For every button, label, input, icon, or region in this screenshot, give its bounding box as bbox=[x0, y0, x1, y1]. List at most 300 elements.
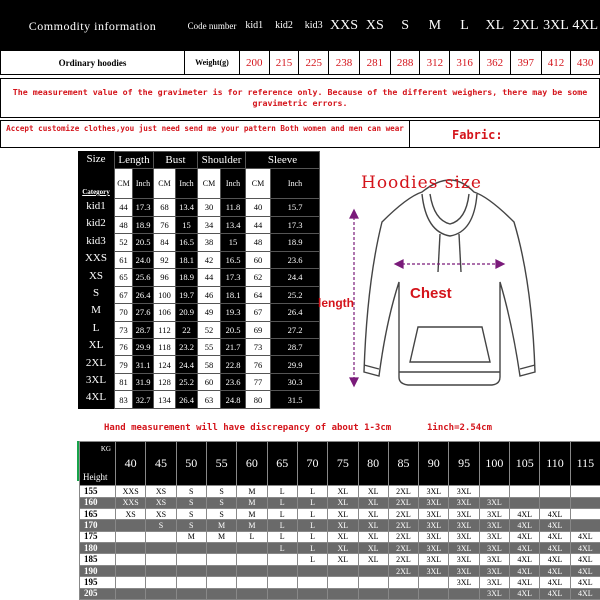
fit-size-cell bbox=[116, 588, 146, 599]
cm-header: CM bbox=[115, 169, 133, 199]
height-cell: 175 bbox=[80, 531, 116, 542]
hoodie-diagram bbox=[322, 172, 598, 406]
fit-size-cell: 2XL bbox=[388, 531, 418, 542]
measurement-cell: 11.8 bbox=[221, 199, 246, 216]
weight-kg-header: 75 bbox=[328, 442, 358, 486]
hoodie-illustration bbox=[322, 172, 598, 406]
weight-value: 238 bbox=[329, 51, 360, 75]
fit-size-cell bbox=[540, 497, 570, 508]
size-row-label: S bbox=[92, 286, 100, 299]
measurement-cell: 17.3 bbox=[133, 199, 154, 216]
fit-size-cell: 3XL bbox=[449, 509, 479, 520]
measurement-cell: 20.5 bbox=[133, 234, 154, 251]
fit-size-cell: L bbox=[267, 497, 297, 508]
weight-kg-header: 80 bbox=[358, 442, 388, 486]
measurement-row bbox=[79, 338, 320, 355]
measurement-cell: 76 bbox=[154, 216, 176, 233]
fit-size-cell: 4XL bbox=[510, 509, 540, 520]
measurement-cell: 28.7 bbox=[133, 321, 154, 338]
measurement-cell: 96 bbox=[154, 269, 176, 286]
measurement-cell: 83 bbox=[115, 391, 133, 409]
measurement-cell: 30 bbox=[198, 199, 221, 216]
fit-size-cell: L bbox=[267, 531, 297, 542]
fit-size-cell: S bbox=[206, 509, 236, 520]
measurement-cell: 70 bbox=[115, 304, 133, 321]
fit-size-cell bbox=[388, 577, 418, 588]
measurement-cell: 17.3 bbox=[221, 269, 246, 286]
fit-size-cell bbox=[297, 588, 327, 599]
fit-size-cell: XS bbox=[146, 486, 176, 497]
height-cell: 195 bbox=[80, 577, 116, 588]
fit-size-cell: XS bbox=[146, 509, 176, 520]
measurement-cell: 18.1 bbox=[176, 251, 198, 268]
measurement-cell: 69 bbox=[246, 321, 271, 338]
fit-size-cell bbox=[176, 554, 206, 565]
measurement-row bbox=[79, 216, 320, 233]
fit-size-cell: XL bbox=[328, 509, 358, 520]
weight-kg-header: 105 bbox=[510, 442, 540, 486]
size-header: kid2 bbox=[269, 1, 299, 51]
hoodie-size-title: Hoodies size bbox=[361, 173, 482, 193]
fit-size-cell bbox=[358, 565, 388, 576]
measurement-row bbox=[79, 199, 320, 216]
fit-size-cell: XS bbox=[146, 497, 176, 508]
fit-size-cell: M bbox=[237, 486, 267, 497]
weight-value: 412 bbox=[541, 51, 571, 75]
measurement-cell: 64 bbox=[246, 286, 271, 303]
fit-size-cell bbox=[146, 543, 176, 554]
fit-row bbox=[80, 543, 600, 554]
measurement-cell: 22 bbox=[176, 321, 198, 338]
fit-size-cell: 3XL bbox=[419, 497, 449, 508]
size-header: 3XL bbox=[541, 1, 571, 51]
measurement-cell: 18.1 bbox=[221, 286, 246, 303]
measurement-cell: 23.6 bbox=[271, 251, 320, 268]
fit-size-cell: 3XL bbox=[479, 520, 509, 531]
measurement-cell: 15 bbox=[221, 234, 246, 251]
measurement-cell: 31.9 bbox=[133, 373, 154, 390]
fit-size-cell: 3XL bbox=[419, 565, 449, 576]
fit-size-cell: XXS bbox=[116, 486, 146, 497]
fit-size-cell: 3XL bbox=[449, 565, 479, 576]
fit-size-cell: S bbox=[176, 520, 206, 531]
measurement-cell: 24.4 bbox=[176, 356, 198, 373]
size-row-label: kid1 bbox=[86, 200, 106, 212]
measurement-cell: 106 bbox=[154, 304, 176, 321]
fit-size-cell bbox=[146, 588, 176, 599]
fit-size-cell bbox=[206, 543, 236, 554]
fit-size-cell: 3XL bbox=[479, 588, 509, 599]
fit-size-cell: 3XL bbox=[419, 520, 449, 531]
fit-size-cell bbox=[570, 520, 600, 531]
fit-size-cell: 4XL bbox=[570, 565, 600, 576]
fit-size-cell: 4XL bbox=[540, 543, 570, 554]
weight-kg-header: 65 bbox=[267, 442, 297, 486]
fit-size-cell: XL bbox=[358, 520, 388, 531]
fit-size-cell: 2XL bbox=[388, 543, 418, 554]
fit-row bbox=[80, 588, 600, 599]
gravimeter-note: The measurement value of the gravimeter is for reference only. Because of the different weighers, there may be some gravimetric errors. bbox=[0, 78, 600, 118]
measurement-cell: 48 bbox=[246, 234, 271, 251]
measurement-cell: 27.6 bbox=[133, 304, 154, 321]
fit-size-cell bbox=[116, 577, 146, 588]
fit-size-cell: 3XL bbox=[449, 543, 479, 554]
measurement-cell: 32.7 bbox=[133, 391, 154, 409]
fit-size-cell: L bbox=[267, 543, 297, 554]
weight-value: 312 bbox=[420, 51, 450, 75]
measurement-cell: 15 bbox=[176, 216, 198, 233]
measurement-cell: 18.9 bbox=[271, 234, 320, 251]
inch-conversion-text: 1inch=2.54cm bbox=[427, 423, 493, 433]
fit-size-cell bbox=[116, 520, 146, 531]
measurement-cell: 84 bbox=[154, 234, 176, 251]
weight-value: 200 bbox=[239, 51, 269, 75]
fit-size-cell bbox=[479, 486, 509, 497]
fit-size-cell bbox=[419, 588, 449, 599]
measurement-cell: 31.5 bbox=[271, 391, 320, 409]
size-row-label: kid3 bbox=[86, 234, 106, 247]
weight-value: 281 bbox=[359, 51, 390, 75]
height-cell: 155 bbox=[80, 486, 116, 497]
fit-size-cell: M bbox=[237, 497, 267, 508]
measurement-cell: 25.6 bbox=[133, 269, 154, 286]
measurement-row bbox=[79, 373, 320, 390]
size-row-label: 3XL bbox=[85, 373, 107, 386]
measurement-cell: 26.4 bbox=[176, 391, 198, 409]
measurement-cell: 26.4 bbox=[271, 304, 320, 321]
height-cell: 190 bbox=[80, 565, 116, 576]
inch-header: Inch bbox=[176, 169, 198, 199]
fit-size-cell bbox=[358, 588, 388, 599]
fit-size-cell bbox=[570, 486, 600, 497]
measurement-cell: 58 bbox=[198, 356, 221, 373]
measurement-cell: 52 bbox=[115, 234, 133, 251]
category-label: Category bbox=[82, 188, 110, 196]
fit-size-cell: L bbox=[297, 554, 327, 565]
fit-size-cell: 2XL bbox=[388, 509, 418, 520]
fit-size-cell: 4XL bbox=[540, 577, 570, 588]
size-header: S bbox=[390, 1, 420, 51]
fit-size-cell: 4XL bbox=[510, 543, 540, 554]
size-header: XS bbox=[359, 1, 390, 51]
fit-size-cell bbox=[510, 497, 540, 508]
measurement-cell: 20.9 bbox=[176, 304, 198, 321]
fit-size-cell: L bbox=[297, 543, 327, 554]
measurement-cell: 118 bbox=[154, 338, 176, 355]
fit-size-cell bbox=[116, 565, 146, 576]
fit-size-cell: S bbox=[206, 497, 236, 508]
fit-row bbox=[80, 531, 600, 542]
measurement-cell: 134 bbox=[154, 391, 176, 409]
measurement-cell: 60 bbox=[246, 251, 271, 268]
height-cell: 160 bbox=[80, 497, 116, 508]
height-cell: 205 bbox=[80, 588, 116, 599]
measurement-cell: 16.5 bbox=[176, 234, 198, 251]
height-cell: 180 bbox=[80, 543, 116, 554]
fit-size-cell bbox=[237, 565, 267, 576]
fit-size-cell: XL bbox=[328, 531, 358, 542]
measurement-cell: 25.2 bbox=[176, 373, 198, 390]
size-row-label: 4XL bbox=[85, 391, 107, 404]
measurement-cell: 49 bbox=[198, 304, 221, 321]
fit-size-cell: 4XL bbox=[510, 588, 540, 599]
measurement-cell: 65 bbox=[115, 269, 133, 286]
fit-size-cell: XL bbox=[328, 520, 358, 531]
fit-size-cell: 2XL bbox=[388, 486, 418, 497]
height-cell: 185 bbox=[80, 554, 116, 565]
fit-size-cell bbox=[116, 554, 146, 565]
measurement-cell: 124 bbox=[154, 356, 176, 373]
measurement-cell: 77 bbox=[246, 373, 271, 390]
measurement-row bbox=[79, 286, 320, 303]
weight-kg-header: 60 bbox=[237, 442, 267, 486]
fit-row bbox=[80, 565, 600, 576]
measurement-row bbox=[79, 269, 320, 286]
fit-size-cell bbox=[328, 565, 358, 576]
measurement-cell: 29.9 bbox=[133, 338, 154, 355]
fit-size-cell: 3XL bbox=[479, 531, 509, 542]
measurement-cell: 46 bbox=[198, 286, 221, 303]
fit-size-cell bbox=[116, 543, 146, 554]
fit-size-cell bbox=[176, 565, 206, 576]
weight-kg-header: 100 bbox=[479, 442, 509, 486]
measurement-row bbox=[79, 234, 320, 251]
fit-size-cell: S bbox=[176, 497, 206, 508]
size-header: L bbox=[450, 1, 480, 51]
measurement-cell: 28.7 bbox=[271, 338, 320, 355]
weight-kg-header: 45 bbox=[146, 442, 176, 486]
fit-size-cell: XS bbox=[116, 509, 146, 520]
fit-size-cell: 4XL bbox=[540, 565, 570, 576]
measurement-cell: 24.8 bbox=[221, 391, 246, 409]
fit-size-cell: 2XL bbox=[388, 497, 418, 508]
measurement-cell: 13.4 bbox=[221, 216, 246, 233]
measurement-row bbox=[79, 251, 320, 268]
measurement-cell: 79 bbox=[115, 356, 133, 373]
fit-size-cell: 4XL bbox=[510, 554, 540, 565]
size-row-label: M bbox=[91, 304, 101, 317]
fit-size-cell: 2XL bbox=[388, 520, 418, 531]
fit-size-cell: XXS bbox=[116, 497, 146, 508]
fit-size-cell: 4XL bbox=[540, 531, 570, 542]
code-number-header: Code number bbox=[185, 1, 240, 51]
fit-size-cell bbox=[116, 531, 146, 542]
measurement-cell: 21.7 bbox=[221, 338, 246, 355]
measurement-cell: 18.9 bbox=[133, 216, 154, 233]
measurement-cell: 24.0 bbox=[133, 251, 154, 268]
measurement-cell: 73 bbox=[115, 321, 133, 338]
fit-size-cell bbox=[206, 565, 236, 576]
fit-size-cell: 2XL bbox=[388, 554, 418, 565]
weight-kg-header: 95 bbox=[449, 442, 479, 486]
inch-header: Inch bbox=[221, 169, 246, 199]
fit-size-cell: 3XL bbox=[419, 554, 449, 565]
size-header: XXS bbox=[329, 1, 360, 51]
measurement-cell: 60 bbox=[198, 373, 221, 390]
fit-size-cell: S bbox=[176, 486, 206, 497]
fit-size-cell bbox=[237, 543, 267, 554]
shoulder-header: Shoulder bbox=[198, 152, 246, 169]
weight-value: 215 bbox=[269, 51, 299, 75]
measurement-cell: 30.3 bbox=[271, 373, 320, 390]
size-row-label: XXS bbox=[84, 252, 107, 265]
fit-size-cell bbox=[358, 577, 388, 588]
weight-kg-header: 115 bbox=[570, 442, 600, 486]
weight-kg-header: 85 bbox=[388, 442, 418, 486]
fit-row bbox=[80, 520, 600, 531]
product-name: Ordinary hoodies bbox=[1, 51, 185, 75]
fit-size-cell bbox=[328, 588, 358, 599]
fit-size-cell: 3XL bbox=[479, 543, 509, 554]
cm-header: CM bbox=[198, 169, 221, 199]
fit-size-cell: XL bbox=[358, 543, 388, 554]
measurement-cell: 31.1 bbox=[133, 356, 154, 373]
size-row-label: L bbox=[92, 321, 100, 334]
size-label: Size bbox=[86, 153, 106, 165]
weight-table bbox=[0, 0, 600, 75]
fit-size-cell: 4XL bbox=[510, 565, 540, 576]
fit-size-cell: 3XL bbox=[419, 486, 449, 497]
weight-kg-header: 50 bbox=[176, 442, 206, 486]
measurement-cell: 13.4 bbox=[176, 199, 198, 216]
commodity-information-header: Commodity information bbox=[1, 1, 185, 51]
fit-size-cell: L bbox=[297, 531, 327, 542]
weight-label: Weight(g) bbox=[185, 51, 240, 75]
weight-kg-header: 110 bbox=[540, 442, 570, 486]
fit-size-cell: L bbox=[297, 497, 327, 508]
fit-size-cell: 3XL bbox=[479, 497, 509, 508]
fit-size-cell bbox=[146, 577, 176, 588]
fit-size-cell: M bbox=[206, 520, 236, 531]
inch-header: Inch bbox=[271, 169, 320, 199]
fit-size-cell bbox=[267, 554, 297, 565]
measurement-cell: 23.6 bbox=[221, 373, 246, 390]
measurement-cell: 52 bbox=[198, 321, 221, 338]
fit-size-cell: 4XL bbox=[540, 554, 570, 565]
size-header: kid1 bbox=[239, 1, 269, 51]
fit-size-cell: XL bbox=[328, 554, 358, 565]
fit-size-cell bbox=[267, 565, 297, 576]
chest-label: Chest bbox=[410, 285, 452, 302]
measurement-cell: 62 bbox=[246, 269, 271, 286]
measurement-cell: 20.5 bbox=[221, 321, 246, 338]
measurement-cell: 38 bbox=[198, 234, 221, 251]
fit-size-cell bbox=[206, 577, 236, 588]
fit-size-cell: 3XL bbox=[479, 565, 509, 576]
fit-size-cell: 3XL bbox=[479, 509, 509, 520]
measurement-cell: 44 bbox=[198, 269, 221, 286]
measurement-cell: 81 bbox=[115, 373, 133, 390]
weight-value: 397 bbox=[510, 51, 541, 75]
fit-size-cell: XL bbox=[358, 486, 388, 497]
inch-header: Inch bbox=[133, 169, 154, 199]
fit-size-cell: 4XL bbox=[540, 588, 570, 599]
measurement-cell: 76 bbox=[115, 338, 133, 355]
measurement-cell: 34 bbox=[198, 216, 221, 233]
fit-size-cell: 4XL bbox=[510, 520, 540, 531]
fit-size-cell: 3XL bbox=[449, 531, 479, 542]
length-header: Length bbox=[115, 152, 154, 169]
fit-size-cell bbox=[419, 577, 449, 588]
cm-header: CM bbox=[154, 169, 176, 199]
measurement-cell: 128 bbox=[154, 373, 176, 390]
discrepancy-text: Hand measurement will have discrepancy of about 1-3cm bbox=[104, 423, 392, 433]
measurement-cell: 76 bbox=[246, 356, 271, 373]
fit-size-cell bbox=[267, 588, 297, 599]
fit-size-cell bbox=[297, 565, 327, 576]
measurement-cell: 44 bbox=[246, 216, 271, 233]
fit-size-cell: L bbox=[237, 531, 267, 542]
size-header: M bbox=[420, 1, 450, 51]
fit-size-cell: 4XL bbox=[570, 588, 600, 599]
measurement-cell: 23.2 bbox=[176, 338, 198, 355]
fit-size-cell: XL bbox=[358, 497, 388, 508]
measurement-cell: 18.9 bbox=[176, 269, 198, 286]
fit-size-cell: XL bbox=[328, 486, 358, 497]
weight-kg-header: 70 bbox=[297, 442, 327, 486]
fit-size-cell: 4XL bbox=[510, 531, 540, 542]
hand-measurement-note bbox=[0, 417, 600, 439]
measurement-cell: 40 bbox=[246, 199, 271, 216]
fit-size-cell bbox=[176, 543, 206, 554]
measurement-cell: 24.4 bbox=[271, 269, 320, 286]
weight-value: 316 bbox=[450, 51, 480, 75]
measurement-cell: 17.3 bbox=[271, 216, 320, 233]
fit-size-cell: 2XL bbox=[388, 565, 418, 576]
measurement-cell: 61 bbox=[115, 251, 133, 268]
fit-size-cell: 4XL bbox=[540, 520, 570, 531]
weight-kg-header: 55 bbox=[206, 442, 236, 486]
fit-size-cell bbox=[570, 497, 600, 508]
fit-size-cell: 3XL bbox=[479, 577, 509, 588]
measurement-cell: 68 bbox=[154, 199, 176, 216]
size-header: kid3 bbox=[299, 1, 329, 51]
cm-header: CM bbox=[246, 169, 271, 199]
size-header: 2XL bbox=[510, 1, 541, 51]
size-row-label: XS bbox=[88, 269, 104, 282]
fit-size-cell: M bbox=[237, 509, 267, 520]
fit-size-cell: 3XL bbox=[419, 509, 449, 520]
measurement-cell: 19.3 bbox=[221, 304, 246, 321]
measurement-cell: 73 bbox=[246, 338, 271, 355]
fit-size-cell bbox=[176, 588, 206, 599]
fit-size-cell: L bbox=[267, 520, 297, 531]
fit-size-cell: 4XL bbox=[570, 554, 600, 565]
measurement-row bbox=[79, 321, 320, 338]
fit-size-cell: XL bbox=[328, 543, 358, 554]
fit-size-cell: 4XL bbox=[510, 577, 540, 588]
fit-size-cell bbox=[267, 577, 297, 588]
fit-size-cell: XL bbox=[358, 509, 388, 520]
measurement-row bbox=[79, 391, 320, 409]
fit-size-cell: XL bbox=[328, 497, 358, 508]
fit-row bbox=[80, 554, 600, 565]
weight-kg-header: 40 bbox=[116, 442, 146, 486]
fit-size-cell: S bbox=[206, 486, 236, 497]
measurement-cell: 27.2 bbox=[271, 321, 320, 338]
fit-row bbox=[80, 486, 600, 497]
measurement-cell: 63 bbox=[198, 391, 221, 409]
measurement-cell: 25.2 bbox=[271, 286, 320, 303]
measurement-row bbox=[79, 356, 320, 373]
fit-size-cell bbox=[388, 588, 418, 599]
fit-size-cell: L bbox=[297, 520, 327, 531]
fit-row bbox=[80, 509, 600, 520]
fit-size-cell bbox=[570, 509, 600, 520]
fit-size-cell bbox=[328, 577, 358, 588]
fit-size-cell: 3XL bbox=[449, 520, 479, 531]
measurement-cell: 26.4 bbox=[133, 286, 154, 303]
